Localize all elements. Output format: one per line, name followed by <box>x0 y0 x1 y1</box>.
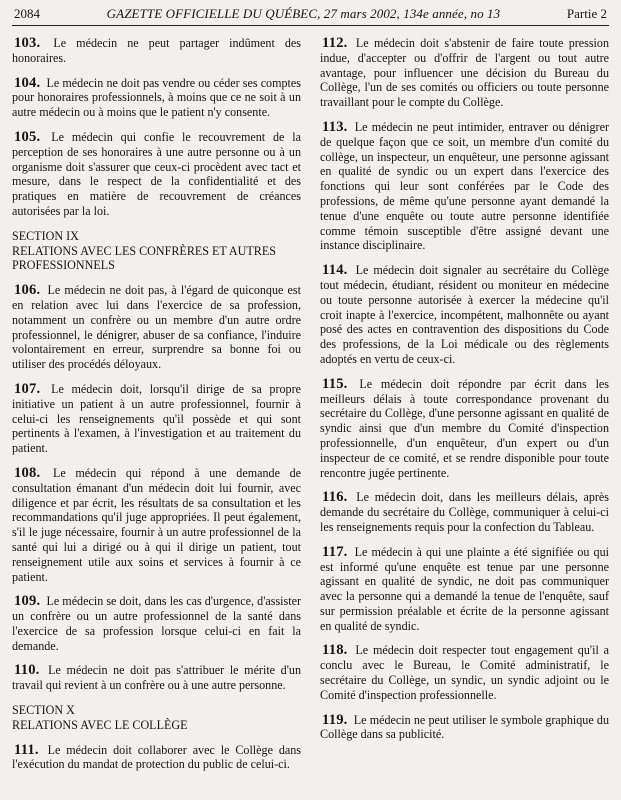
article-paragraph <box>320 36 609 110</box>
article-text: Le médecin ne doit pas vendre ou céder ses comptes pour honoraires professionnels, à moins que ce ne soit à un autre médecin ou à moins que le patient n'y consente. <box>12 75 301 120</box>
article-number: 110. <box>14 662 40 679</box>
article-text: Le médecin ne doit pas, à l'égard de quiconque est en relation avec lui dans l'exercice de sa profession, notamment un confrère ou un membre d'un autre ordre professionnel, le dénigrer, abuser de sa confiance, l'induire volontairement en erreur, surprendre sa bonne foi ou utiliser des procédés déloyaux. <box>12 283 301 372</box>
article-text: Le médecin ne peut intimider, entraver ou dénigrer de quelque façon que ce soit, un membre d'un comité du collège, un inspecteur, un enquêteur, une personne agissant en qualité de syndic ou un expert dans l'exercice des fonctions qui leur sont conférées par le Code des professions, de même qu'une personne ayant demandé la tenue d'une enquête ou toute autre personne identifiée comme témoin susceptible d'être assigné devant une instance disciplinaire. <box>320 119 609 253</box>
article-paragraph <box>320 377 609 481</box>
article-text: Le médecin ne peut utiliser le symbole graphique du Collège dans sa publicité. <box>320 712 609 742</box>
article-number: 109. <box>14 593 41 610</box>
article-text: Le médecin doit collaborer avec le Collège dans l'exécution du mandat de protection du public de celui-ci. <box>12 742 301 772</box>
article-text: Le médecin doit respecter tout engagement qu'il a conclu avec le Bureau, le Comité administratif, le secrétaire du Collège, un syndic, un syndic adjoint ou le Comité d'inspection professionnelle. <box>320 643 610 702</box>
article-paragraph <box>12 466 301 584</box>
header-rule <box>12 25 609 26</box>
section-heading <box>12 229 301 273</box>
article-paragraph <box>12 36 301 66</box>
page-header <box>12 6 609 22</box>
article-number: 104. <box>14 74 41 91</box>
article-paragraph <box>12 283 301 372</box>
article-paragraph <box>320 263 609 367</box>
article-text: Le médecin qui répond à une demande de consultation émanant d'un médecin doit lui fournir, avec diligence et par écrit, les résultats de sa consultation et les recommandations qu'il juge appropriées. Il peut également, s'il le juge nécessaire, fournir à un autre professionnel de la santé qui lui a dirigé ou à qui il dirige un patient, tout renseignement utile aux soins et services à fournir à ce patient. <box>12 465 301 584</box>
right-column <box>320 36 609 782</box>
article-paragraph <box>320 545 609 634</box>
article-number: 111. <box>14 741 39 758</box>
article-text: Le médecin doit signaler au secrétaire du Collège tout médecin, étudiant, résident ou moniteur en médecine ou toute personne autorisée à exercer la médecine qu'il croit inapte à l'exercice, incompétent, malhonnête ou ayant posé des actes en contravention des dispositions du Code des professions, de la Loi médicale ou des règlements adoptés en vertu de ceux-ci. <box>320 263 609 366</box>
section-label: SECTION IX <box>12 228 79 243</box>
article-number: 108. <box>14 464 41 481</box>
article-text: Le médecin doit répondre par écrit dans les meilleurs délais à toute correspondance provenant du secrétaire du Collège, d'une personne agissant en qualité de syndic ainsi que d'un membre du Comité d'inspection professionnelle, d'un enquêteur, d'un expert ou d'un inspecteur de ce comité, et se rendre disponible pour toute rencontre jugée pertinente. <box>320 376 610 480</box>
two-column-body <box>12 36 609 782</box>
article-number: 116. <box>322 489 348 506</box>
article-number: 105. <box>14 128 41 145</box>
part-label: Partie 2 <box>566 6 607 21</box>
article-paragraph <box>320 120 609 253</box>
article-paragraph <box>12 76 301 120</box>
article-paragraph <box>320 643 609 702</box>
article-paragraph <box>12 594 301 653</box>
article-paragraph <box>12 743 301 773</box>
gazette-title: GAZETTE OFFICIELLE DU QUÉBEC, 27 mars 2002, 134e année, no 13 <box>106 6 501 21</box>
article-number: 103. <box>14 35 41 51</box>
article-paragraph <box>12 382 301 456</box>
article-number: 114. <box>322 262 348 279</box>
article-text: Le médecin doit s'abstenir de faire toute pression indue, d'accepter ou d'offrir de l'argent ou tout autre avantage, pour influencer une décision du Bureau du Collège, l'un de ses comités ou officiers ou toute personne travaillant pour le compte du Collège. <box>320 36 609 110</box>
article-number: 113. <box>322 118 348 135</box>
article-text: Le médecin qui confie le recouvrement de la perception de ses honoraires à une autre personne ou à un organisme doit s'assurer que ceux-ci procèdent avec tact et mesure, dans le respect de la confidentialité et des pratiques en matière de recouvrement de créances autorisées par la loi. <box>12 129 302 218</box>
article-number: 106. <box>14 282 41 299</box>
article-number: 119. <box>322 711 348 728</box>
article-paragraph <box>320 713 609 743</box>
article-text: Le médecin ne peut partager indûment des honoraires. <box>12 36 301 65</box>
article-text: Le médecin doit, dans les meilleurs délais, après demande du secrétaire du Collège, communiquer à celui-ci les renseignements requis pour la confection du Tableau. <box>320 490 610 534</box>
article-number: 118. <box>322 642 348 659</box>
article-paragraph <box>320 490 609 534</box>
article-text: Le médecin à qui une plainte a été signifiée ou qui est informé qu'une enquête est tenue par une personne agissant en qualité de syndic, ne doit pas communiquer avec la personne qui a demandé la tenue de l'enquête, sauf sur permission préalable et écrite de la personne agissant en qualité de syndic. <box>320 544 609 633</box>
article-number: 107. <box>14 380 41 397</box>
article-number: 115. <box>322 375 348 392</box>
left-column <box>12 36 301 782</box>
section-heading <box>12 703 301 733</box>
section-title: RELATIONS AVEC LES CONFRÈRES ET AUTRES PROFESSIONNELS <box>12 243 276 273</box>
article-paragraph <box>12 663 301 693</box>
section-label: SECTION X <box>12 703 75 718</box>
article-text: Le médecin ne doit pas s'attribuer le mérite d'un travail qui revient à un confrère ou à une autre personne. <box>12 663 301 693</box>
article-paragraph <box>12 130 301 219</box>
article-number: 112. <box>322 35 348 51</box>
page-number: 2084 <box>14 6 40 21</box>
article-text: Le médecin se doit, dans les cas d'urgence, d'assister un confrère ou un autre professionnel de la santé dans l'exercice de sa profession lorsque celui-ci en fait la demande. <box>12 594 301 653</box>
article-number: 117. <box>322 543 348 560</box>
article-text: Le médecin doit, lorsqu'il dirige de sa propre initiative un patient à un autre professionnel, fournir à celui-ci les renseignements qu'il possède et qui sont pertinents à l'examen, à l'investigation et au traitement du patient. <box>12 381 301 456</box>
section-title: RELATIONS AVEC LE COLLÈGE <box>12 717 188 732</box>
